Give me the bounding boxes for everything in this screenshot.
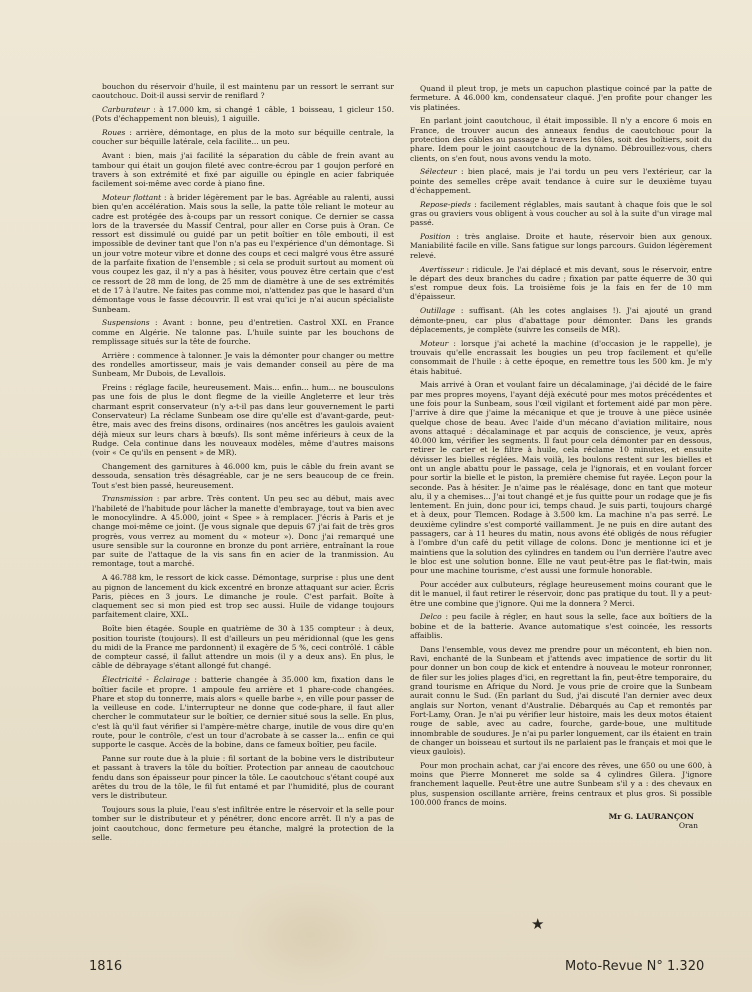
paragraph-text: : arrière, démontage, en plus de la moto sur béquille centrale, la coucher sur béquille latérale, cela facilite... un peu.	[92, 128, 394, 147]
article-paragraph	[92, 151, 394, 188]
article-paragraph	[410, 645, 712, 757]
star-ornament-icon: ★	[531, 915, 545, 933]
section-lead: Roues	[102, 128, 126, 138]
article-paragraph	[410, 761, 712, 807]
article-paragraph	[92, 805, 394, 842]
section-lead: Transmission	[102, 494, 154, 504]
paragraph-text: Arrière : commence à talonner. Je vais la démonter pour changer ou mettre des rondelles amortisseur, mais je vais demander conseil au père de ma Sunbeam, Mr Dubois, de Levallois.	[92, 350, 394, 379]
section-lead: Électricité - Éclairage	[102, 675, 190, 685]
section-lead: Moteur flottant	[102, 192, 162, 202]
paragraph-text: : lorsque j'ai acheté la machine (d'occasion je le rappelle), je trouvais qu'elle encrassait les bougies un peu trop facilement et qu'elle consommait de l'huile : à cette époque, en remettre tous les 500 km. Je m'y étais habitué.	[410, 338, 712, 376]
article-paragraph	[410, 265, 712, 302]
paragraph-text: : très anglaise. Droite et haute, réservoir bien aux genoux. Maniabilité facile en ville. Sans fatigue sur longs parcours. Guidon légèrement relevé.	[410, 232, 712, 260]
article-paragraph	[92, 624, 394, 670]
article-paragraph	[92, 675, 394, 749]
paragraph-text: Quand il pleut trop, je mets un capuchon plastique coincé par la patte de fermeture. A 46.000 km, condensateur claqué. J'en profite pour changer les vis platinées.	[410, 84, 712, 112]
paragraph-text: Pour accéder aux culbuteurs, réglage heureusement moins courant que le dit le manuel, il faut retirer le réservoir, donc pas pratique du tout. Il y a peut-être une combine que j'ignore. Qui me la donnera ? Merci.	[410, 580, 712, 608]
paragraph-text: Changement des garnitures à 46.000 km, puis le câble du frein avant se dessouda, sensation très désagréable, car je ne sers beaucoup de ce frein. Tout s'est bien passé, heureusement.	[92, 461, 394, 490]
article-paragraph	[92, 105, 394, 124]
paragraph-text: bouchon du réservoir d'huile, il est maintenu par un ressort le serrant sur caoutchouc. Doit-il aussi servir de reniflard ?	[92, 82, 394, 101]
article-paragraph	[410, 84, 712, 112]
section-lead: Delco	[420, 612, 442, 622]
section-lead: Carburateur	[102, 105, 150, 115]
paragraph-text: : par arbre. Très content. Un peu sec au début, mais avec l'habileté de l'habitude pour lâcher la manette d'embrayage, tout va bien avec le monocylindre. A 45.000, joint « Spee » à remplacer. J'écris à Paris et je change moi-même ce joint. (Je vous signale que depuis 67 j'ai fait de très gros progrès, vous verrez au moment du « moteur »). Donc j'ai remarqué une usure sensible sur la couronne en bronze du pont arrière, entraînant la roue par suite de l'attaque de la vis sans fin en acier de la tranmission. Au remontage, tout a marché.	[92, 494, 394, 569]
article-paragraph	[92, 383, 394, 457]
section-lead: Moteur	[420, 338, 449, 348]
right-column	[410, 84, 712, 924]
article-paragraph	[410, 116, 712, 162]
section-lead: Position	[420, 232, 451, 242]
paragraph-text: Avant : bien, mais j'ai facilité la séparation du câble de frein avant au tambour qui était un goujon fileté avec contre-écrou par 1 goujon perforé en travers à son extrémité et fixé par aiguille ou épingle en acier fabriquée facilement soi-même avec corde à piano fine.	[92, 151, 394, 189]
article-paragraph	[410, 200, 712, 228]
paragraph-text: Mais arrivé à Oran et voulant faire un décalaminage, j'ai décidé de le faire par mes propres moyens, l'ayant déjà exécuté pour mes motos précédentes et une fois pour la Sunbeam, sous l'œil vigilant et fortement aidé par mon père. J'arrive à dire que j'aime la mécanique et que je trouve à une pièce usinée quelque chose de beau. Avec l'aide d'un mécano d'aviation militaire, nous avons attaqué : décalaminage et par acquis de conscience, je veux, après 40.000 km, vérifier les segments. Il faut pour cela démonter par en dessous, retirer le carter et le filtre à huile, cela réclame 10 minutes, et ensuite dévisser les bielles réglées. Mais voilà, les boulons restent sur les bielles et ont un angle abattu pour le passage, cela je l'ignorais, et en voulant forcer pour sortir la bielle et le piston, la première chemise fut rayée. Leçon pour la seconde. Pas à hésiter. Je n'aime pas le réalésage, donc en tant que moteur alu, il y a chemises... J'ai tout changé et je fus quitte pour un rodage que je fis lentement. En juin, donc pour ici, temps chaud. Je suis parti, toujours chargé et à deux, pour Tlemcen. Rodage à 3.500 km. La machine n'a pas serré. Le deuxième cylindre s'est comporté vaillamment. Je ne puis en dire autant des passagers, car à 11 heures du matin, nous avons été obligés de nous réfugier à l'ombre d'un café du petit village de colons. Donc je mentionne ici et je maintiens que la solution des cylindres en tandem ou l'un derrière l'autre avec le bloc est une solution bonne. Elle ne vaut peut-être pas le flat-twin, mais pour une machine tourisme, c'est aussi une formule honorable.	[410, 380, 712, 576]
article-paragraph	[92, 462, 394, 490]
author-city: Oran	[678, 821, 698, 831]
section-lead: Sélecteur	[420, 167, 457, 177]
article-paragraph	[92, 351, 394, 379]
article-paragraph	[92, 128, 394, 147]
paragraph-text: A 46.788 km, le ressort de kick casse. Démontage, surprise : plus une dent au pignon de lancement du kick excentré en bronze attaquant sur acier. Écris Paris, pièces en 3 jours. Le dimanche je roule. C'est parfait. Boîte à claquement sec si mon pied est trop sec aussi. Huile de vidange toujours parfaitement claire, XXL.	[92, 573, 394, 620]
section-lead: Suspensions	[102, 318, 150, 328]
author-name: Mr G. LAURANÇON	[608, 811, 694, 821]
paragraph-text: : bien placé, mais je l'ai tordu un peu vers l'extérieur, car la pointe des semelles crêpe avait tendance à cuire sur le deuxième tuyau d'échappement.	[410, 167, 712, 195]
article-paragraph	[92, 494, 394, 568]
paragraph-text: : ridicule. Je l'ai déplacé et mis devant, sous le réservoir, entre le départ des deux branches du cadre ; fixation par patte équerre de 30 qui s'est rompue deux fois. La troisième fois je la fais en fer de 10 mm d'épaisseur.	[410, 264, 712, 302]
paragraph-text: Panne sur route due à la pluie : fil sortant de la bobine vers le distributeur et passant à travers la tôle du boîtier. Protection par anneau de caoutchouc fendu dans son épaisseur pour pincer la tôle. Le caoutchouc s'étant coupé aux arêtes du trou de la tôle, le fil fut entamé et par l'humidité, plus de courant vers le distributeur.	[92, 754, 394, 801]
article-paragraph	[410, 612, 712, 640]
paragraph-text: Pour mon prochain achat, car j'ai encore des rêves, une 650 ou une 600, à moins que Pierre Monneret me solde sa 4 cylindres Gilera. J'ignore franchement laquelle. Peut-être une autre Sunbeam s'il y a : des chevaux en plus, suspension oscillante arrière, freins centraux et plus gros. Si possible 100.000 francs de moins.	[410, 760, 712, 808]
paragraph-text: Boîte bien étagée. Souple en quatrième de 30 à 135 compteur : à deux, position touriste (toujours). Il est d'ailleurs un peu méridionnal (que les gens du midi de la France me pardonnent) il exagère de 5 %, ceci contrôlé. 1 câble de compteur cassé, il fallut attendre un mois (il y a deux ans). En plus, le câble de débrayage s'étant allongé fut changé.	[92, 624, 394, 671]
paragraph-text: : suffisant. (Ah les cotes anglaises !). J'ai ajouté un grand démonte-pneu, car plus d'abattage pour démonter. Dans les grands déplacements, je complète (suivre les conseils de MR).	[410, 306, 712, 334]
article-paragraph	[92, 754, 394, 800]
paragraph-text: : batterie changée à 35.000 km, fixation dans le boîtier facile et propre. 1 ampoule feu arrière et 1 phare-code changées. Phare et stop du tonnerre, mais alors « quelle barbe », en ville pour passer de la veilleuse en code. L'interrupteur ne donne que code-phare, il faut aller chercher le commutateur sur le boîtier, ce dernier situé sous la selle. En plus, c'est là qu'il faut vérifier si l'ampère-mètre charge, inutile de vous dire qu'en route, pour le contrôle, c'est un tour d'acrobate à se casser la... enfin ce qui supporte le casque. Accès de la bobine, dans ce fameux boîtier, peu facile.	[92, 675, 394, 750]
paragraph-text: : à brider légèrement par le bas. Agréable au ralenti, aussi bien qu'en accélération. Mais sous la selle, la patte tôle reliant le moteur au cadre est protégée des à-coups par un ressort conique. Ce dernier se cassa lors de la traversée du Massif Central, pour aller en Corse puis à Oran. Ce ressort est dissimulé ou guidé par un petit boîtier en tôle embouti, il est impossible de deviner tant que l'on n'a pas eu l'expérience d'un démontage. Si un jour votre moteur vibre et donne des coups et ceci malgré vous être assuré de la parfaite fixation de l'ensemble ; si cela se produit surtout au moment où vous coupez les gaz, il n'y a pas à hésiter, vous pouvez être certain que c'est ce ressort de 28 mm de long, de 25 mm de diamètre à une de ses extrémités et de 17 à l'autre. Ne faites pas comme moi, n'attendez pas que le hasard d'un démontage vous le fasse découvrir. Il est vrai qu'ici je n'ai aucun spécialiste Sunbeam.	[92, 192, 394, 314]
paragraph-text: : à 17.000 km, si changé 1 câble, 1 boisseau, 1 gicleur 150. (Pots d'échappement non bleuis), 1 aiguille.	[92, 105, 394, 124]
publication-issue: Moto-Revue N° 1.320	[565, 959, 705, 974]
section-lead: Outillage	[420, 306, 456, 316]
article-paragraph	[410, 167, 712, 195]
article-paragraph	[92, 82, 394, 101]
article-paragraph	[410, 339, 712, 376]
article-paragraph	[410, 380, 712, 575]
article-paragraph	[410, 232, 712, 260]
article-paragraph	[410, 306, 712, 334]
paragraph-text: Dans l'ensemble, vous devez me prendre pour un mécontent, eh bien non. Ravi, enchanté de la Sunbeam et j'attends avec impatience de sortir du lit pour donner un bon coup de kick et entendre à nouveau le moteur ronronner, de filer sur les jolies plages d'ici, en regrettant la fin, peut-être temporaire, du grand tourisme en Afrique du Nord. Je vous prie de croire que la Sunbeam aurait connu le Sud. (En parlant du Sud, j'ai discuté l'an dernier avec deux anglais sur Norton, venant d'Australie. Débarqués au Cap et remontés par Fort-Lamy, Oran. Je n'ai pu vérifier leur histoire, mais les deux motos étaient rouge de sable, avec au cadre, fourche, garde-boue, une multitude innombrable de soudures. Je n'ai pu parler longuement, car ils étaient en train de changer un boisseau et surtout ils ne parlaient pas le français et moi que le vieux gaulois).	[410, 644, 712, 757]
section-lead: Avertisseur	[420, 264, 464, 274]
section-lead: Repose-pieds	[420, 199, 471, 209]
paragraph-text: En parlant joint caoutchouc, il était impossible. Il n'y a encore 6 mois en France, de trouver aucun des anneaux fendus de caoutchouc pour la protection des câbles au passage à travers les tôles, soit des boîtiers, soit du phare. Idem pour le joint caoutchouc de la dynamo. Débrouillez-vous, chers clients, on s'en fout, nous avons vendu la moto.	[410, 116, 712, 163]
article-paragraph	[92, 573, 394, 619]
article-paragraph	[410, 580, 712, 608]
page-number: 1816	[89, 959, 123, 974]
paragraph-text: Freins : réglage facile, heureusement. Mais... enfin... hum... ne bousculons pas une fois de plus le dont flegme de la vieille Angleterre et leur très charmant esprit conservateur (n'y a-t-il pas dans leur gouvernement le parti Conservateur) La réclame Sunbeam ose dire qu'elle est d'avant-garde, peut-être, mais avec des freins disons, ordinaires (nos ancêtres les gaulois avaient déjà mieux sur leurs chars à bœufs). Ils sont même inférieurs à ceux de la Rudge. Cela continue dans les nouveaux modèles, même d'autres maisons (voir « Ce qu'ils en pensent » de MR).	[92, 383, 394, 458]
article-paragraph	[92, 193, 394, 314]
paragraph-text: : peu facile à régler, en haut sous la selle, face aux boîtiers de la bobine et de la batterie. Avance automatique s'est coincée, les ressorts affaiblis.	[410, 612, 712, 641]
paragraph-text: : Avant : bonne, peu d'entretien. Castrol XXL en France comme en Algérie. Ne talonne pas. L'huile suinte par les bouchons de remplissage situés sur la tête de fourche.	[92, 318, 394, 346]
paragraph-text: Toujours sous la pluie, l'eau s'est infiltrée entre le réservoir et la selle pour tomber sur le distributeur et y pénétrer, donc encore arrêt. Il n'y a pas de joint caoutchouc, donc fermeture peu étanche, malgré la protection de la selle.	[92, 805, 394, 842]
left-column	[92, 82, 394, 922]
page-footer	[0, 959, 752, 981]
article-paragraph	[92, 318, 394, 346]
signature-block	[410, 812, 712, 831]
paragraph-text: : facilement réglables, mais sautant à chaque fois que le sol gras ou graviers vous obligent à vous coucher au sol à la suite d'un virage mal passé.	[410, 199, 712, 228]
